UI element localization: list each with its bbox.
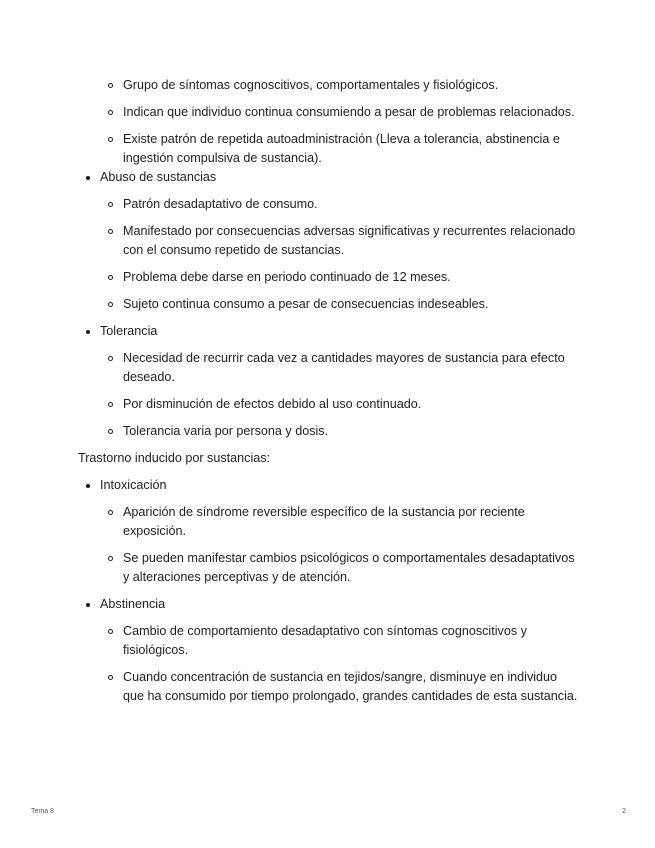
list-item-text: Manifestado por consecuencias adversas significativas y recurrentes relacionado con el consumo repetido de sustancias.	[123, 224, 576, 257]
list-item-text: Tolerancia varia por persona y dosis.	[123, 424, 329, 438]
list-item	[100, 549, 578, 587]
footer-label: Tema 8	[31, 808, 54, 815]
list-item-text: Se pueden manifestar cambios psicológicos o comportamentales desadaptativos y alteraciones perceptivas y de atención.	[123, 551, 575, 584]
list-item-text: Patrón desadaptativo de consumo.	[123, 197, 318, 211]
list-item	[100, 195, 578, 214]
list-item	[100, 622, 578, 660]
list-item-text: Grupo de síntomas cognoscitivos, comportamentales y fisiológicos.	[123, 78, 499, 92]
list-item	[100, 349, 578, 387]
list-item-text: Problema debe darse en periodo continuado de 12 meses.	[123, 270, 451, 284]
circle-bullet-icon	[108, 556, 113, 561]
circle-bullet-icon	[108, 629, 113, 634]
list-item	[100, 668, 578, 706]
disc-bullet-icon	[86, 484, 90, 488]
list-item-text: Cambio de comportamiento desadaptativo con síntomas cognoscitivos y fisiológicos.	[123, 624, 527, 657]
document-body	[78, 76, 578, 714]
list-item-text: Existe patrón de repetida autoadministración (Lleva a tolerancia, abstinencia e ingestión compulsiva de sustancia).	[123, 132, 560, 165]
circle-bullet-icon	[108, 302, 113, 307]
section-tolerancia	[78, 322, 578, 441]
list-item-text: Sujeto continua consumo a pesar de consecuencias indeseables.	[123, 297, 489, 311]
circle-bullet-icon	[108, 137, 113, 142]
disc-bullet-icon	[86, 176, 90, 180]
sublist	[100, 503, 578, 587]
sublist	[100, 622, 578, 706]
list-item-text: Cuando concentración de sustancia en tejidos/sangre, disminuye en individuo que ha consumido por tiempo prolongado, grandes cantidades de esta sustancia.	[123, 670, 578, 703]
list-item-text: Necesidad de recurrir cada vez a cantidades mayores de sustancia para efecto deseado.	[123, 351, 565, 384]
list-item-text: Indican que individuo continua consumiendo a pesar de problemas relacionados.	[123, 105, 575, 119]
circle-bullet-icon	[108, 402, 113, 407]
section-abuso	[78, 168, 578, 314]
circle-bullet-icon	[108, 356, 113, 361]
list-item-text: Aparición de síndrome reversible específico de la sustancia por reciente exposición.	[123, 505, 525, 538]
sublist	[100, 195, 578, 314]
section-heading: Trastorno inducido por sustancias:	[78, 451, 271, 465]
list-item	[100, 503, 578, 541]
circle-bullet-icon	[108, 429, 113, 434]
list-item-text: Por disminución de efectos debido al uso continuado.	[123, 397, 422, 411]
continued-sublist	[100, 76, 578, 168]
section-title: Abuso de sustancias	[100, 170, 217, 184]
circle-bullet-icon	[108, 510, 113, 515]
section-title: Tolerancia	[100, 324, 158, 338]
disc-bullet-icon	[86, 330, 90, 334]
section-title: Intoxicación	[100, 478, 167, 492]
sublist	[100, 349, 578, 441]
main-list-1	[78, 168, 578, 441]
circle-bullet-icon	[108, 202, 113, 207]
disc-bullet-icon	[86, 603, 90, 607]
list-item	[100, 295, 578, 314]
circle-bullet-icon	[108, 229, 113, 234]
circle-bullet-icon	[108, 110, 113, 115]
list-item	[100, 395, 578, 414]
circle-bullet-icon	[108, 83, 113, 88]
list-item	[100, 422, 578, 441]
list-item	[100, 76, 578, 95]
section-intoxicacion	[78, 476, 578, 587]
section-abstinencia	[78, 595, 578, 706]
main-list-2	[78, 476, 578, 706]
section-title: Abstinencia	[100, 597, 166, 611]
list-item	[100, 130, 578, 168]
circle-bullet-icon	[108, 275, 113, 280]
list-item	[100, 103, 578, 122]
page-number: 2	[622, 808, 626, 815]
circle-bullet-icon	[108, 675, 113, 680]
list-item	[100, 222, 578, 260]
list-item	[100, 268, 578, 287]
